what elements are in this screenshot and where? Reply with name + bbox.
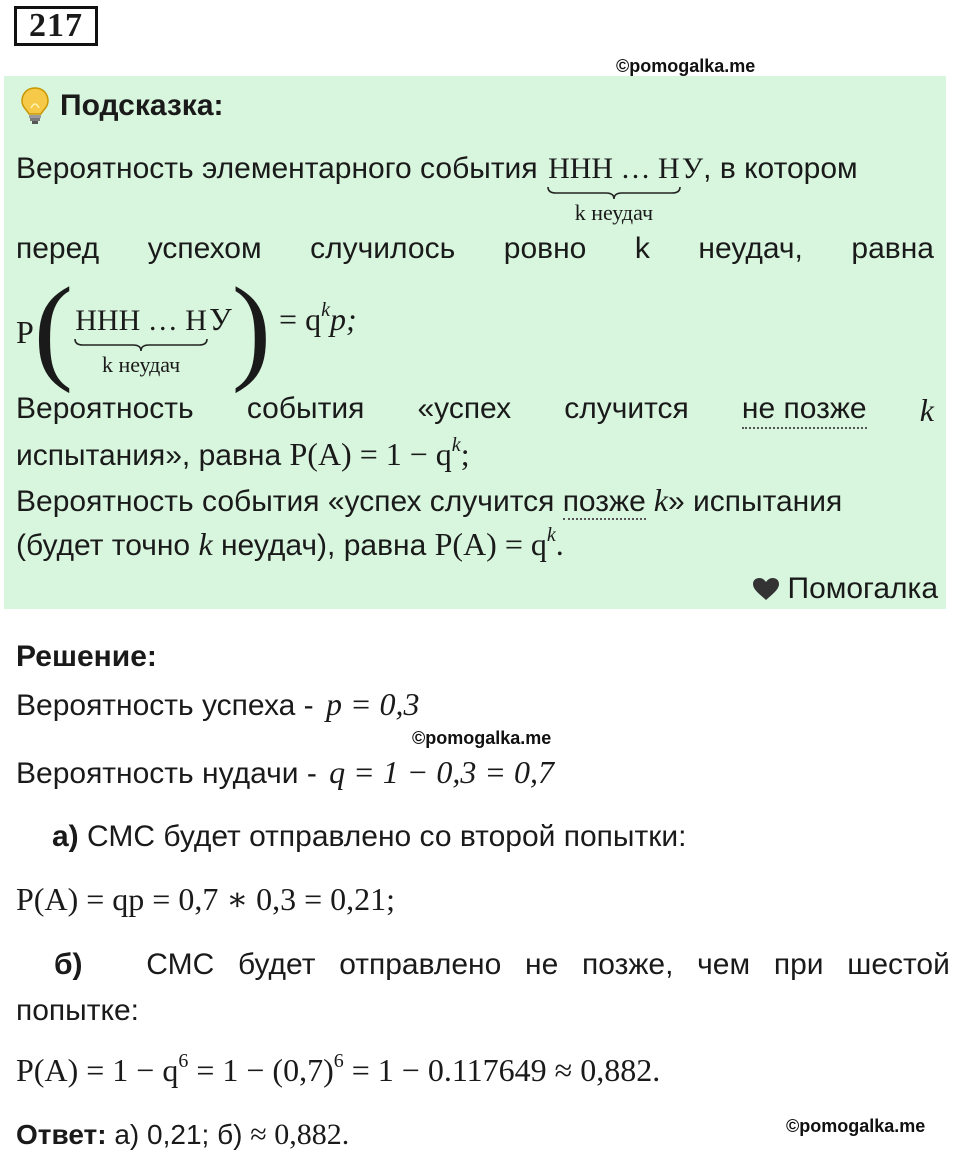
watermark-top: ©pomogalka.me [616, 56, 756, 76]
hint-line-1: Вероятность элементарного события ННН … Н k неудач У, в котором [16, 152, 858, 225]
task-number: 217 [14, 6, 98, 46]
watermark-bottom: ©pomogalka.me [786, 1116, 926, 1136]
failure-probability: Вероятность нудачи - q = 1 − 0,3 = 0,7 [16, 754, 554, 790]
brace-sequence: ННН … Н k неудач [546, 152, 682, 226]
left-paren: ( [33, 263, 74, 394]
hint-title: Подсказка: [20, 86, 224, 126]
part-a-formula: Р(А) = qp = 0,7 ∗ 0,3 = 0,21; [16, 881, 395, 917]
part-a-text: а) СМС будет отправлено со второй попытки: [52, 820, 687, 853]
hint-line-4: испытания», равна $Р(А) = 1 - q^k$; [16, 434, 470, 472]
hint-line-2: перед успехом случилось ровно k неудач, равна [16, 232, 934, 265]
hint-formula-1: Р ( ННН … Н k неудач У ) = $q^kp$; [16, 263, 357, 394]
heart-icon [752, 577, 780, 601]
answer-line: Ответ: а) 0,21; б) ≈ 0,882. [16, 1118, 350, 1151]
solution-title: Решение: [16, 640, 157, 673]
success-probability: Вероятность успеха - p = 0,3 [16, 686, 420, 722]
part-b-text: б) СМС будет отправлено не позже, чем при шестой [54, 948, 950, 981]
right-paren: ) [231, 263, 272, 394]
lightbulb-icon [20, 86, 50, 126]
brand-signature: Помогалка [752, 572, 939, 606]
hint-line-6: (будет точно k неудач), равна $Р(А) = q^k$. [16, 524, 564, 562]
hint-line-5: Вероятность события «успех случится позже k» испытания [16, 482, 843, 518]
hint-line-3: Вероятность события «успех случится не позже k [16, 392, 934, 428]
brace-sequence-2: ННН … Н k неудач [73, 301, 209, 378]
underbrace [546, 186, 682, 200]
part-b-text-2: попытке: [16, 994, 139, 1027]
part-b-formula: $Р(А) = 1 - q^6 = 1 - (0,7)^6 = 1 - 0.117649 \approx 0,882$. [16, 1050, 661, 1088]
watermark-middle: ©pomogalka.me [412, 728, 552, 748]
underbrace-2 [73, 338, 209, 352]
